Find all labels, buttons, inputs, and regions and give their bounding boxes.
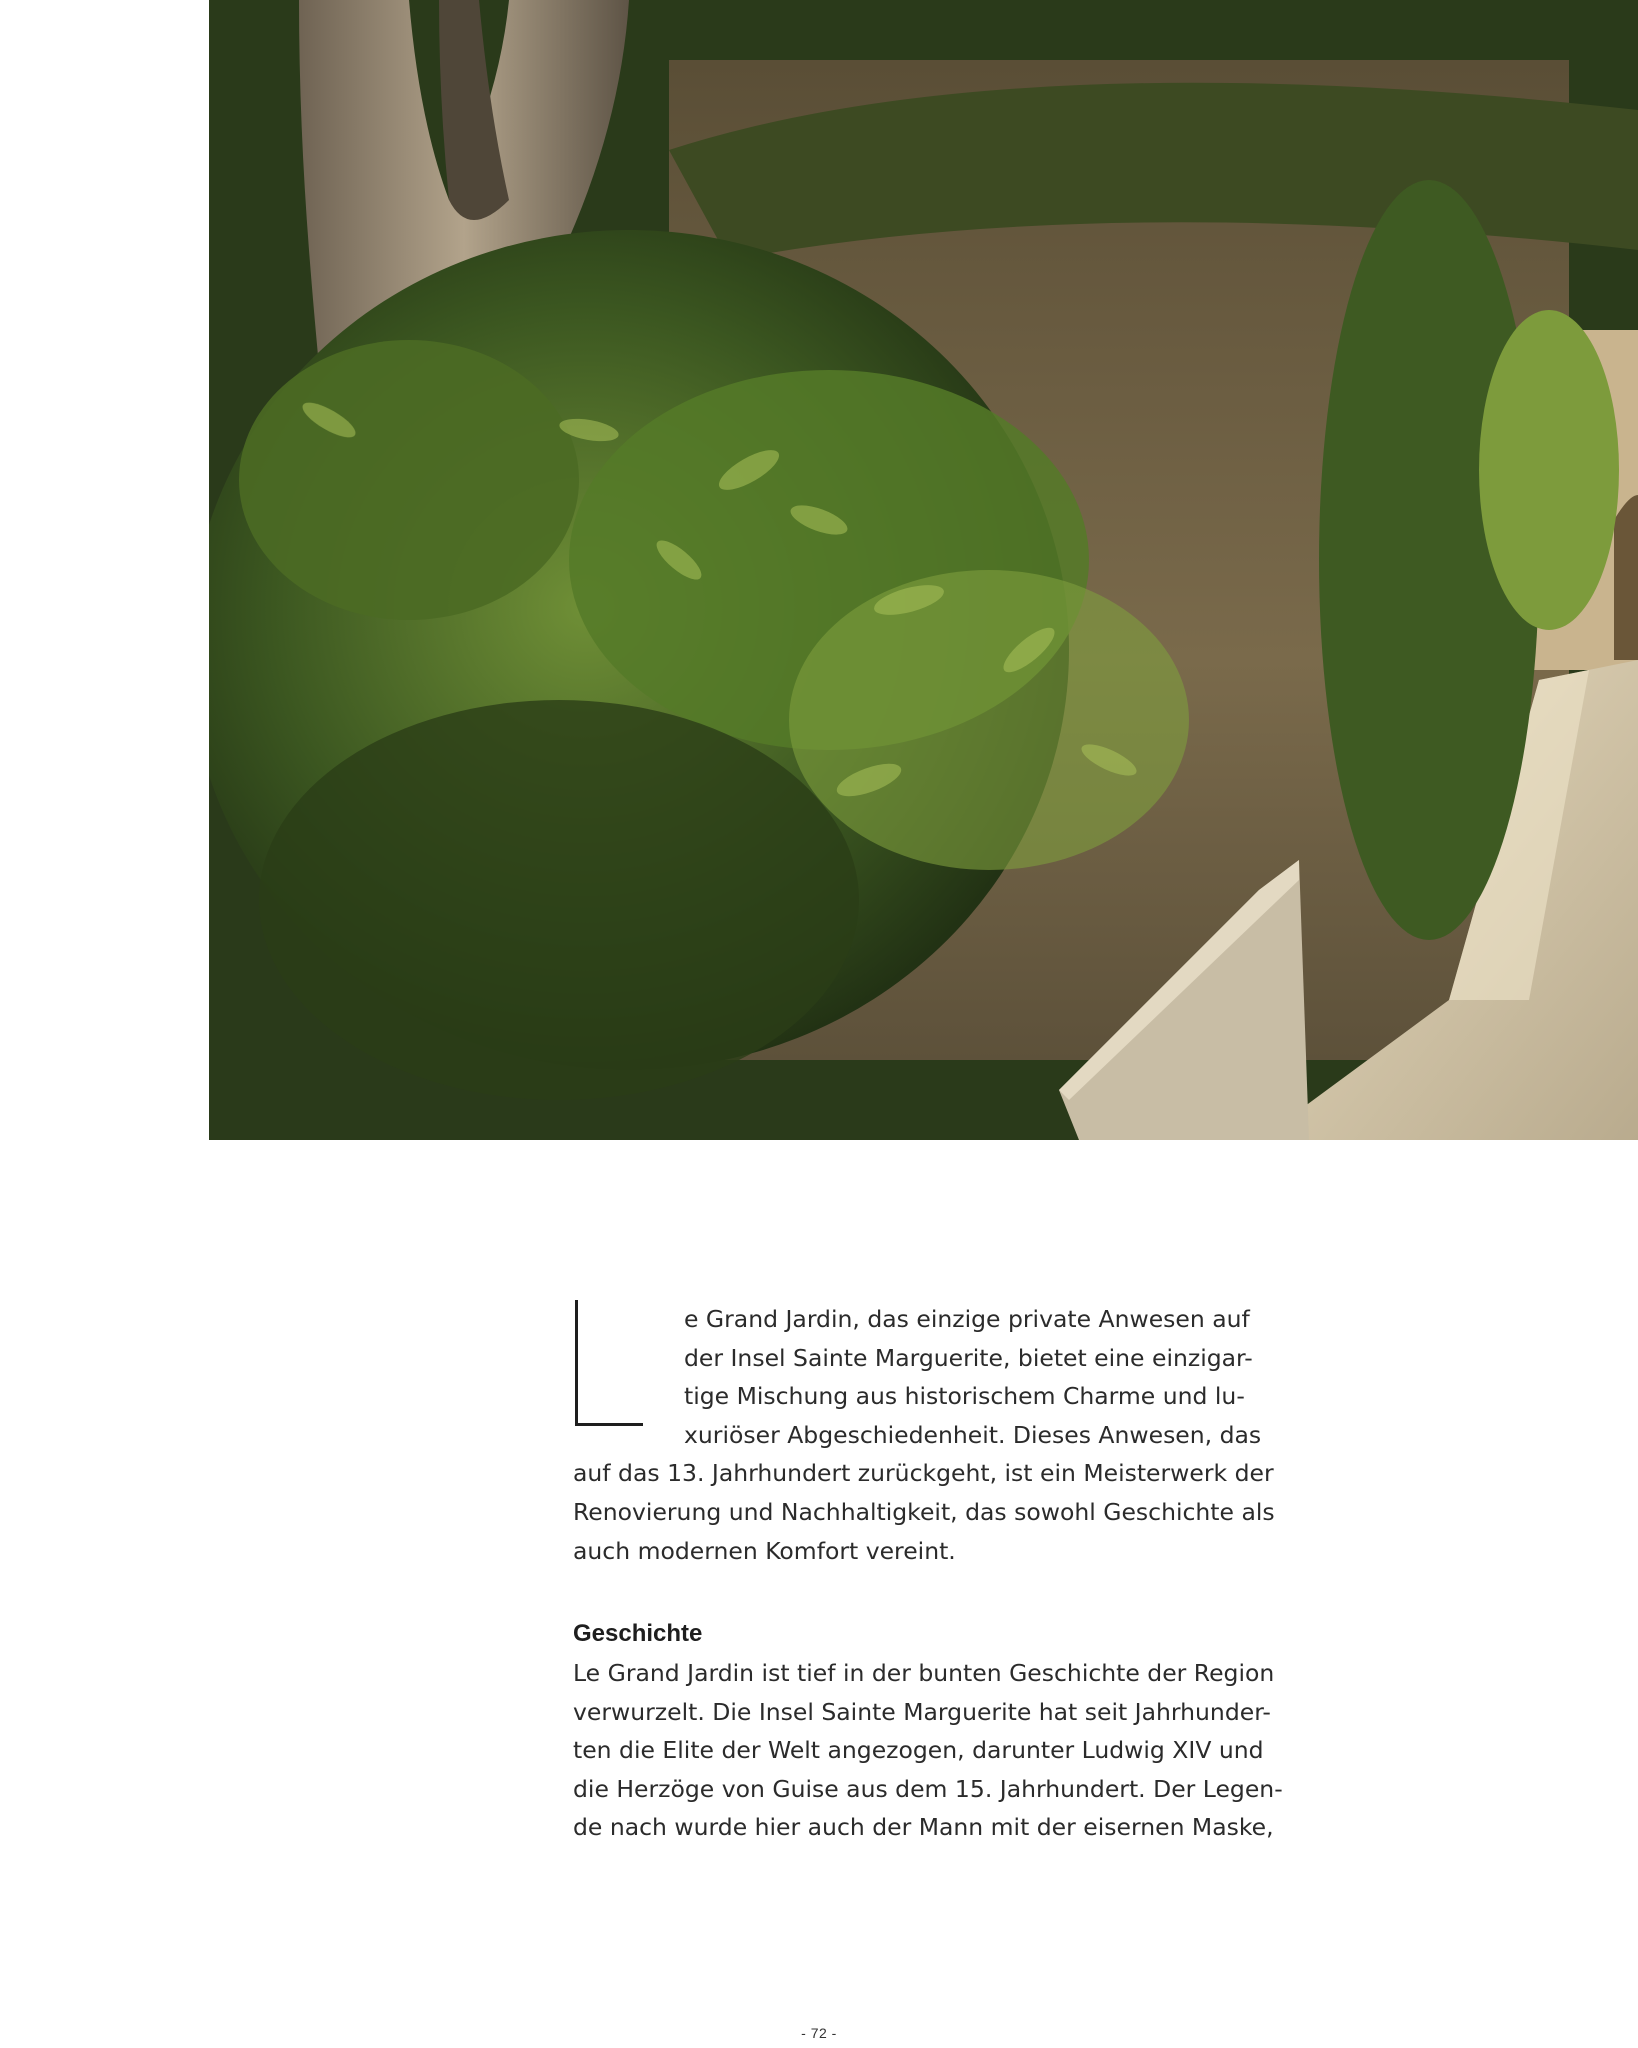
body-line: de nach wurde hier auch der Mann mit der eisernen Maske, (573, 1813, 1274, 1842)
intro-line: xuriöser Abgeschiedenheit. Dieses Anwesen, das (684, 1420, 1262, 1449)
intro-paragraph (573, 1300, 1275, 1590)
body-line: Le Grand Jardin ist tief in der bunten Geschichte der Region (573, 1659, 1275, 1687)
garden-photo (209, 0, 1638, 1140)
body-line: die Herzöge von Guise aus dem 15. Jahrhundert. Der Legen- (573, 1774, 1283, 1803)
article (573, 1300, 1283, 1842)
intro-line: tige Mischung aus historischem Charme und lu- (684, 1382, 1245, 1411)
intro-line: auf das 13. Jahrhundert zurückgeht, ist ein Meisterwerk der (573, 1459, 1274, 1488)
page-number: - 72 - (801, 2025, 837, 2041)
drop-cap (573, 1300, 649, 1426)
garden-photo-illustration (209, 0, 1638, 1140)
section-heading: Geschichte (573, 1620, 703, 1647)
intro-line: der Insel Sainte Marguerite, bietet eine einzigar- (684, 1343, 1253, 1372)
body-line: verwurzelt. Die Insel Sainte Marguerite hat seit Jahrhunder- (573, 1697, 1271, 1726)
intro-line: e Grand Jardin, das einzige private Anwesen auf (684, 1305, 1250, 1333)
intro-line: Renovierung und Nachhaltigkeit, das sowohl Geschichte als (573, 1498, 1275, 1526)
body-line: ten die Elite der Welt angezogen, darunter Ludwig XIV und (573, 1736, 1264, 1765)
intro-line: auch modernen Komfort vereint. (573, 1536, 956, 1565)
